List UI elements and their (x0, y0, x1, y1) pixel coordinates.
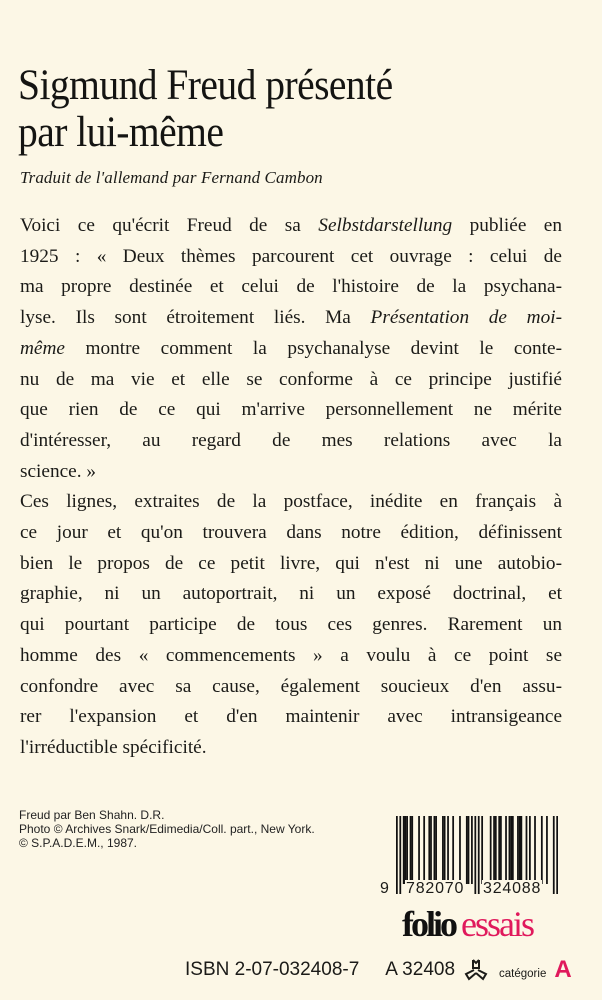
credit-line: Photo © Archives Snark/Edimedia/Coll. part., New York. (19, 822, 315, 836)
category-label: catégorie (499, 968, 547, 980)
translator-credit: Traduit de l'allemand par Fernand Cambon (20, 168, 323, 187)
text-line: science. » (20, 460, 97, 482)
book-title-line-2: par lui-même (18, 109, 224, 156)
text-line: homme des « commencements » a voulu à ce point se (20, 644, 562, 666)
text-line: bien le propos de ce petit livre, qui n'est ni une autobio- (20, 552, 562, 574)
blurb-paragraph-2 (20, 487, 562, 763)
text-line: d'intéresser, au regard de mes relations avec la (20, 429, 562, 451)
brand-essais: essais (461, 904, 533, 944)
text-line: 1925 : « Deux thèmes parcourent cet ouvrage : celui de (20, 245, 562, 267)
book-title (18, 62, 393, 156)
text-line: que rien de ce qui m'arrive personnellement ne mérite (20, 399, 562, 421)
credit-line: Freud par Ben Shahn. D.R. (19, 808, 165, 822)
text-line: ce jour et qu'on trouvera dans notre édition, définissent (20, 522, 562, 544)
text-line: nu de ma vie et elle se conforme à ce principe justifié (20, 368, 562, 390)
text-line: ma propre destinée et celui de l'histoire de la psychana- (20, 276, 562, 298)
credit-line: © S.P.A.D.E.M., 1987. (19, 836, 138, 850)
image-credits (19, 808, 315, 850)
book-title-line-1: Sigmund Freud présenté (18, 62, 393, 109)
blurb-paragraph-1 (20, 211, 562, 487)
barcode-digits-left: 782070 (406, 880, 465, 897)
serial-number: A 32408 (385, 959, 456, 980)
barcode-digit-first: 9 (380, 880, 390, 897)
text-line: graphie, ni un autoportrait, ni un exposé doctrinal, et (20, 583, 562, 605)
brand-folio: folio (402, 904, 455, 944)
publisher-brand (402, 906, 533, 942)
text-line: confondre avec sa cause, également soucieux d'en assu- (20, 675, 562, 697)
barcode-digits-right: 324088 (483, 880, 542, 897)
isbn: ISBN 2-07-032408-7 (185, 959, 360, 980)
text-line: Voici ce qu'écrit Freud de sa Selbstdarstellung publiée en (20, 215, 563, 236)
text-line: Ces lignes, extraites de la postface, inédite en français à (20, 491, 562, 513)
blurb (20, 211, 562, 764)
text-line: qui pourtant participe de tous ces genres. Rarement un (20, 614, 562, 636)
text-line: lyse. Ils sont étroitement liés. Ma Présentation de moi- (20, 307, 563, 329)
footer-line (185, 957, 592, 983)
text-line: l'irréductible spécificité. (20, 736, 207, 758)
gallimard-star-icon (463, 958, 489, 982)
category-letter: A (554, 956, 572, 983)
text-line: même montre comment la psychanalyse devint le conte- (20, 337, 562, 359)
text-line: rer l'expansion et d'en maintenir avec intransigeance (20, 706, 562, 728)
